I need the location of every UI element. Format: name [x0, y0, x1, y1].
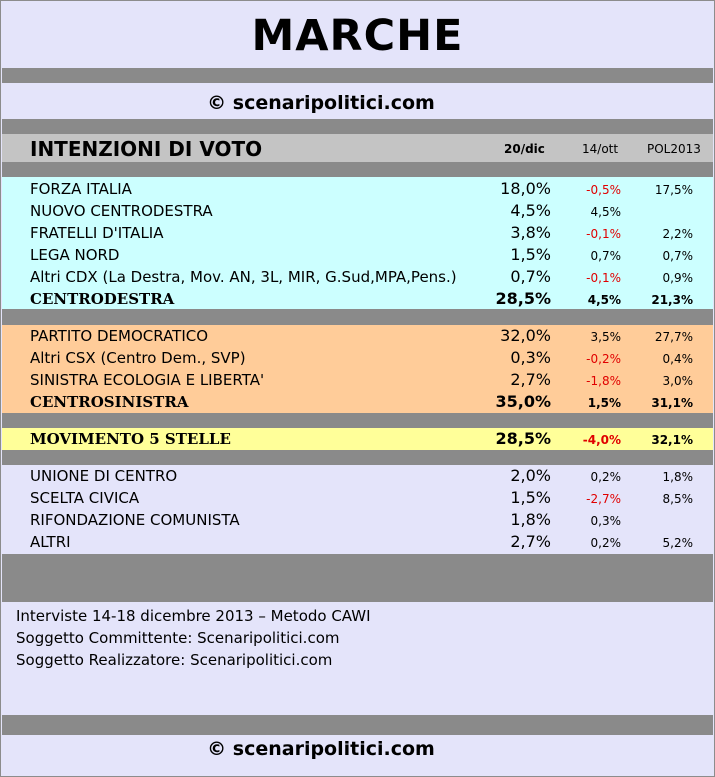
change-14ott: 0,7%: [590, 249, 621, 263]
vote-share-20dic: 32,0%: [500, 326, 551, 345]
change-14ott: 0,2%: [590, 470, 621, 484]
result-pol2013: 2,2%: [662, 227, 693, 241]
vote-share-20dic: 1,8%: [510, 510, 551, 529]
result-pol2013: 21,3%: [651, 293, 693, 307]
party-name: SCELTA CIVICA: [30, 489, 140, 507]
change-14ott: 0,2%: [590, 536, 621, 550]
result-pol2013: 1,8%: [662, 470, 693, 484]
party-name: ALTRI: [30, 533, 71, 551]
result-pol2013: 31,1%: [651, 396, 693, 410]
change-14ott: -0,1%: [586, 271, 621, 285]
column-header-14ott: 14/ott: [582, 142, 619, 156]
change-14ott: 4,5%: [587, 293, 621, 307]
vote-share-20dic: 3,8%: [510, 223, 551, 242]
column-header-pol2013: POL2013: [647, 142, 701, 156]
realizzatore-note: Soggetto Realizzatore: Scenaripolitici.com: [16, 651, 333, 669]
table-header-title: INTENZIONI DI VOTO: [30, 137, 263, 161]
table-row: [2, 222, 713, 244]
change-14ott: -0,1%: [586, 227, 621, 241]
copyright-bottom: © scenaripolitici.com: [207, 738, 435, 760]
vote-share-20dic: 28,5%: [495, 289, 551, 308]
copyright-top: © scenaripolitici.com: [207, 92, 435, 114]
table-row: [2, 428, 713, 450]
table-row: [2, 509, 713, 531]
party-name: Altri CDX (La Destra, Mov. AN, 3L, MIR, G.Sud,MPA,Pens.): [30, 268, 457, 286]
result-pol2013: 27,7%: [654, 330, 693, 344]
result-pol2013: 32,1%: [651, 433, 693, 447]
party-name: CENTROSINISTRA: [30, 393, 189, 411]
separator-bar: [2, 68, 713, 83]
change-14ott: 3,5%: [590, 330, 621, 344]
party-name: SINISTRA ECOLOGIA E LIBERTA': [30, 371, 265, 389]
change-14ott: -4,0%: [582, 433, 621, 447]
party-name: CENTRODESTRA: [30, 290, 175, 308]
vote-share-20dic: 2,0%: [510, 466, 551, 485]
vote-share-20dic: 1,5%: [510, 245, 551, 264]
separator-bar: [2, 309, 713, 325]
vote-share-20dic: 35,0%: [495, 392, 551, 411]
change-14ott: -2,7%: [586, 492, 621, 506]
table-row: [2, 487, 713, 509]
result-pol2013: 8,5%: [662, 492, 693, 506]
separator-bar: [2, 413, 713, 428]
result-pol2013: 17,5%: [654, 183, 693, 197]
table-row: [2, 200, 713, 222]
party-name: UNIONE DI CENTRO: [30, 467, 178, 485]
party-name: RIFONDAZIONE COMUNISTA: [30, 511, 240, 529]
separator-bar: [2, 119, 713, 134]
vote-share-20dic: 4,5%: [510, 201, 551, 220]
change-14ott: 4,5%: [590, 205, 621, 219]
result-pol2013: 0,7%: [662, 249, 693, 263]
result-pol2013: 0,9%: [662, 271, 693, 285]
change-14ott: -1,8%: [586, 374, 621, 388]
page-title: MARCHE: [251, 11, 464, 61]
party-name: PARTITO DEMOCRATICO: [30, 327, 209, 345]
vote-share-20dic: 2,7%: [510, 532, 551, 551]
separator-bar: [2, 162, 713, 177]
vote-share-20dic: 0,3%: [510, 348, 551, 367]
vote-share-20dic: 28,5%: [495, 429, 551, 448]
table-row: [2, 531, 713, 553]
vote-share-20dic: 1,5%: [510, 488, 551, 507]
methodology-note: Interviste 14-18 dicembre 2013 – Metodo CAWI: [16, 607, 371, 625]
separator-bar: [2, 450, 713, 465]
table-row: [2, 266, 713, 288]
party-name: NUOVO CENTRODESTRA: [30, 202, 213, 220]
separator-bar: [2, 554, 713, 602]
vote-share-20dic: 2,7%: [510, 370, 551, 389]
vote-share-20dic: 18,0%: [500, 179, 551, 198]
result-pol2013: 3,0%: [662, 374, 693, 388]
result-pol2013: 0,4%: [662, 352, 693, 366]
separator-bar: [2, 715, 713, 735]
change-14ott: 1,5%: [587, 396, 621, 410]
change-14ott: -0,5%: [586, 183, 621, 197]
party-name: Altri CSX (Centro Dem., SVP): [30, 349, 246, 367]
table-row: [2, 347, 713, 369]
table-row: [2, 369, 713, 391]
column-header-20dic: 20/dic: [504, 142, 545, 156]
table-row: [2, 288, 713, 310]
party-name: FORZA ITALIA: [30, 180, 132, 198]
party-name: MOVIMENTO 5 STELLE: [30, 430, 231, 448]
party-name: LEGA NORD: [30, 246, 120, 264]
change-14ott: -0,2%: [586, 352, 621, 366]
party-name: FRATELLI D'ITALIA: [30, 224, 164, 242]
vote-share-20dic: 0,7%: [510, 267, 551, 286]
committente-note: Soggetto Committente: Scenaripolitici.com: [16, 629, 340, 647]
table-row: [2, 465, 713, 487]
table-row: [2, 325, 713, 347]
table-header: [2, 134, 713, 162]
table-row: [2, 178, 713, 200]
table-row: [2, 244, 713, 266]
change-14ott: 0,3%: [590, 514, 621, 528]
result-pol2013: 5,2%: [662, 536, 693, 550]
table-row: [2, 391, 713, 413]
